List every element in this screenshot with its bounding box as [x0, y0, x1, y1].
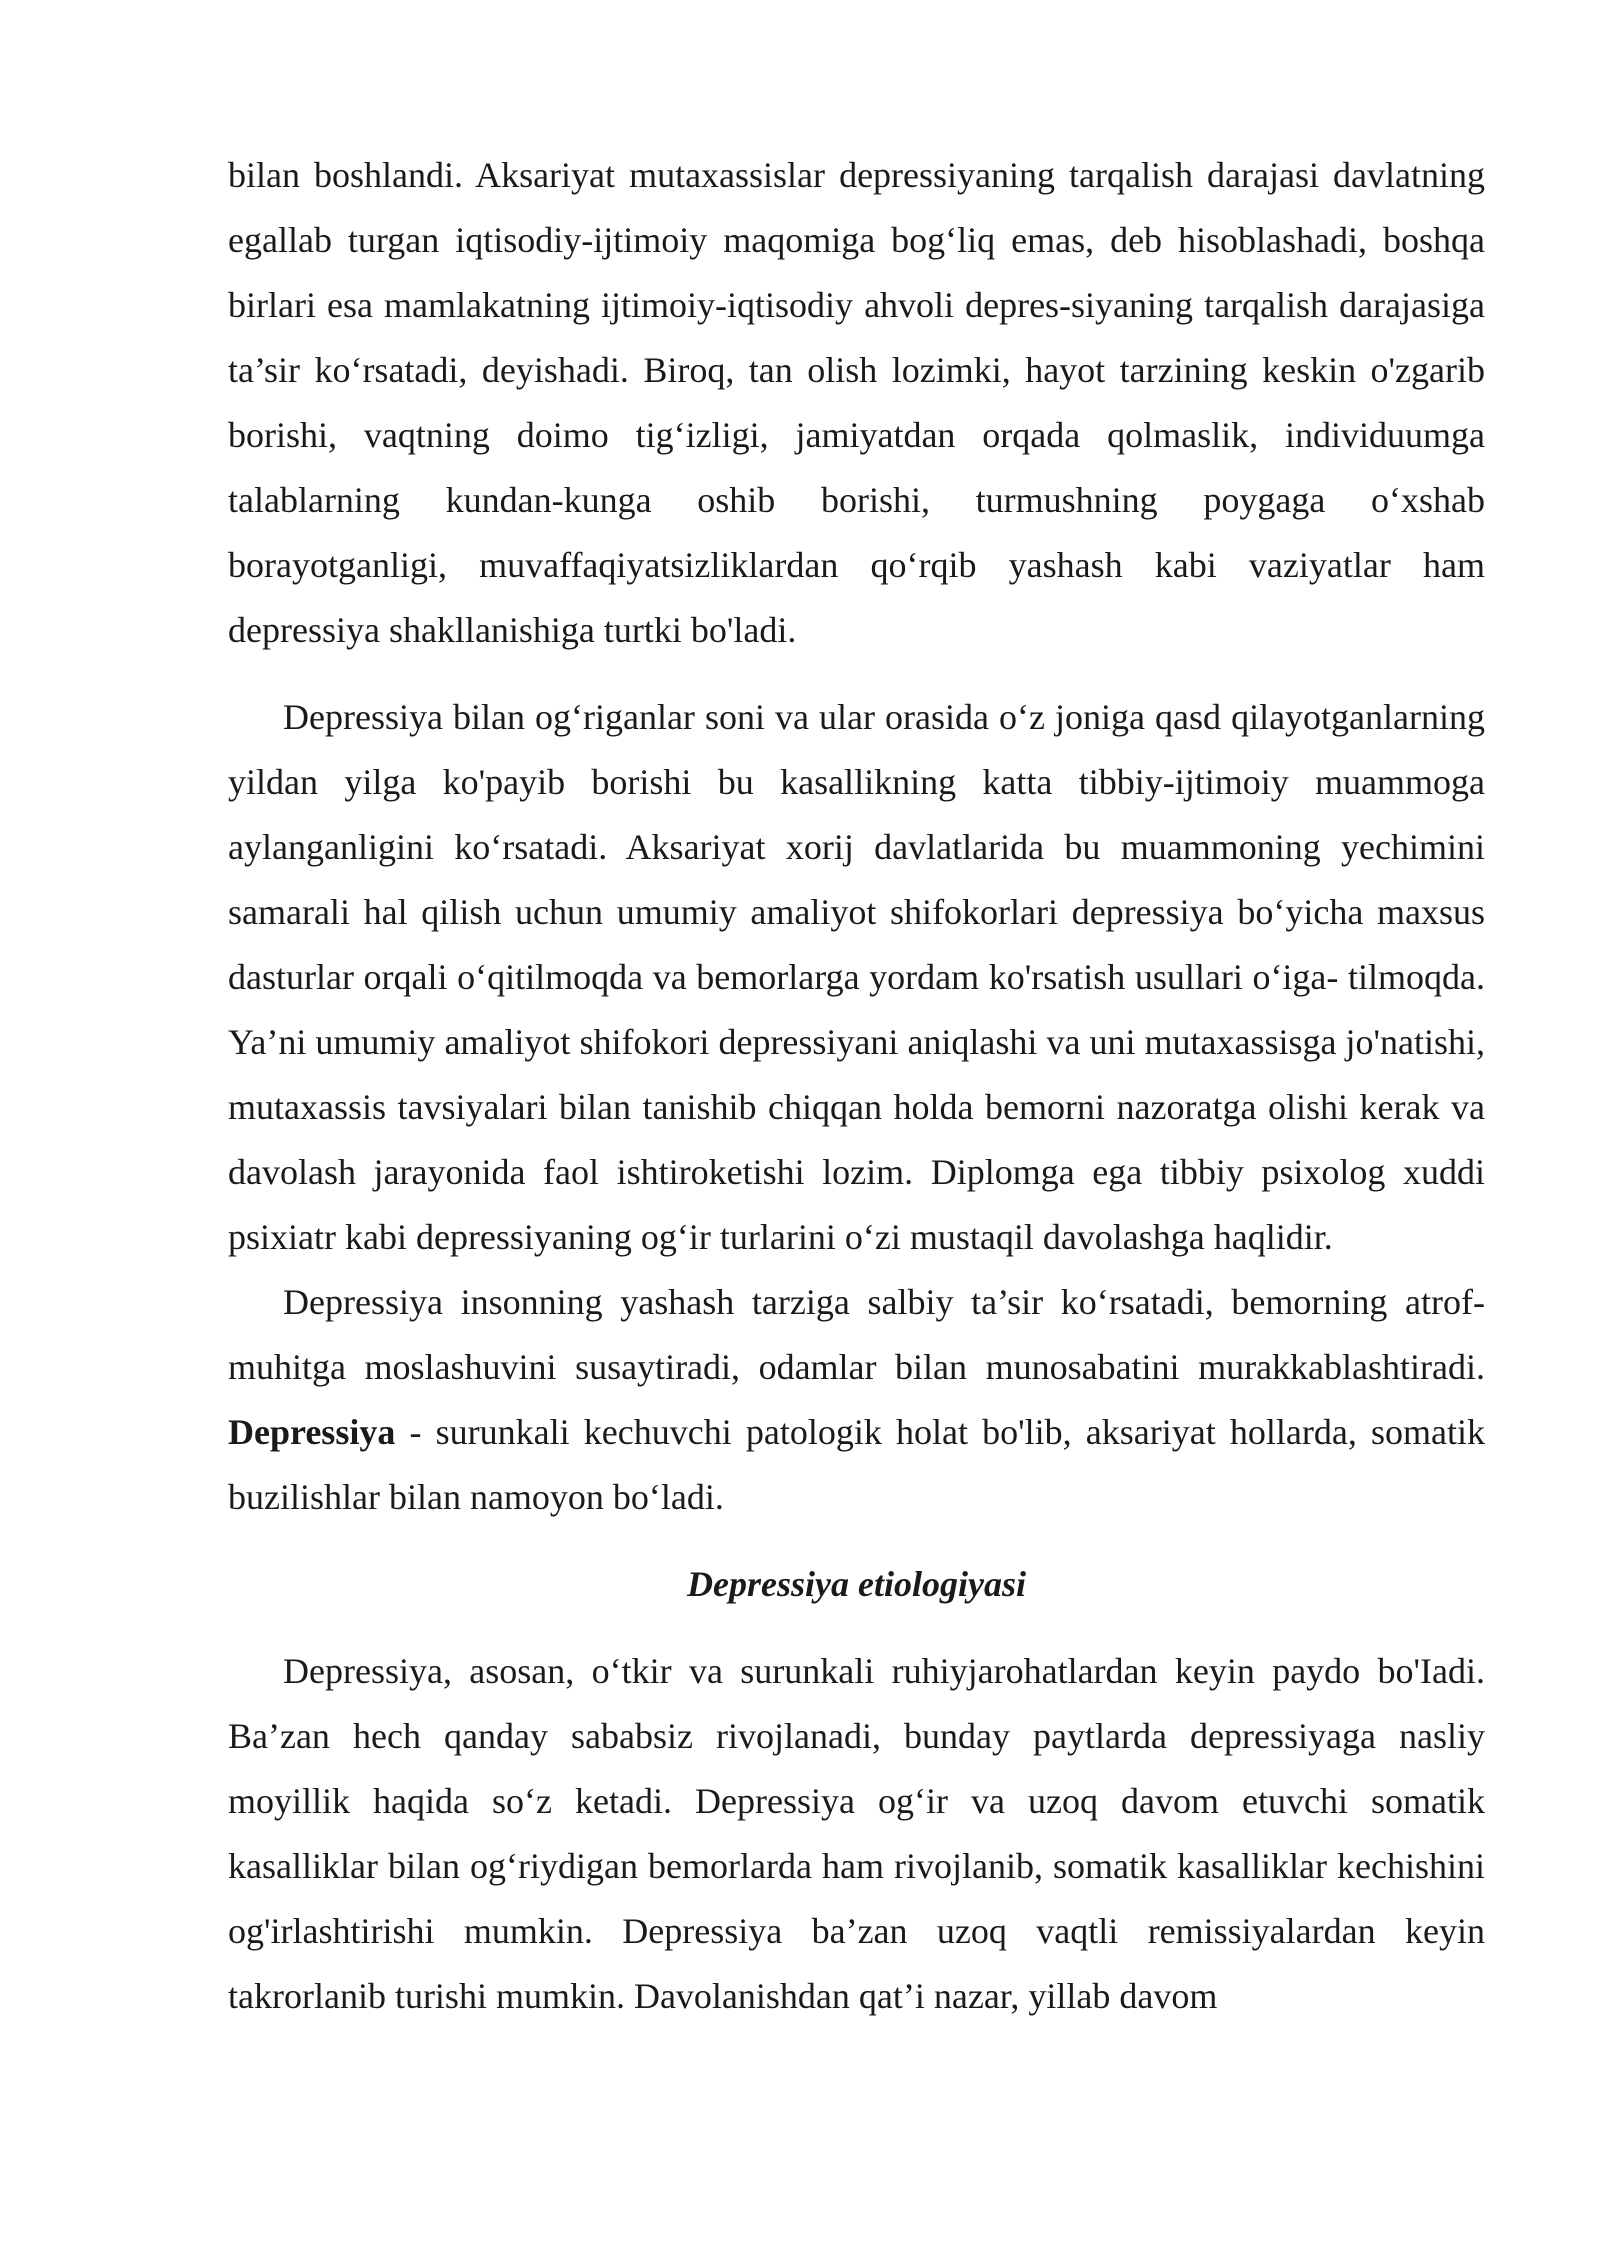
paragraph-definition-rest: - surunkali kechuvchi patologik holat bo'lib, aksariyat hollarda, somatik buzilishlar bilan namoyon bo‘ladi.	[228, 1412, 1485, 1517]
paragraph-definition-intro: Depressiya insonning yashash tarziga salbiy ta’sir ko‘rsatadi, bemorning atrof-muhitga moslashuvini susaytiradi, odamlar bilan munosabatini murakkablashtiradi.	[228, 1282, 1485, 1387]
paragraph-depression-definition	[228, 1270, 1485, 1530]
section-heading-etiology: Depressiya etiologiyasi	[687, 1564, 1026, 1604]
document-body	[228, 143, 1485, 2029]
defined-term-depressiya: Depressiya	[228, 1412, 396, 1452]
paragraph-depression-statistics: Depressiya bilan og‘riganlar soni va ular orasida o‘z joniga qasd qilayotganlarning yildan yilga ko'payib borishi bu kasallikning katta tibbiy-ijtimoiy muammoga aylanganligini ko‘rsatadi. Aksariyat xorij davlatlarida bu muammoning yechimini samarali hal qilish uchun umumiy amaliyot shifokorlari depressiya bo‘yicha maxsus dasturlar orqali o‘qitilmoqda va bemorlarga yordam ko'rsatish usullari o‘iga- tilmoqda. Ya’ni umumiy amaliyot shifokori depressiyani aniqlashi va uni mutaxassisga jo'natishi, mutaxassis tavsiyalari bilan tanishib chiqqan holda bemorni nazoratga olishi kerak va davolash jarayonida faol ishtiroketishi lozim. Diplomga ega tibbiy psixolog xuddi psixiatr kabi depressiyaning og‘ir turlarini o‘zi mustaqil davolashga haqlidir.	[228, 697, 1485, 1257]
paragraph-etiology: Depressiya, asosan, o‘tkir va surunkali ruhiyjarohatlardan keyin paydo bo'Iadi. Ba’zan hech qanday sababsiz rivojlanadi, bunday paytlarda depressiyaga nasliy moyillik haqida so‘z ketadi. Depressiya og‘ir va uzoq davom etuvchi somatik kasalliklar bilan og‘riydigan bemorlarda ham rivojlanib, somatik kasalliklar kechishini og'irlashtirishi mumkin. Depressiya ba’zan uzoq vaqtli remissiyalardan keyin takrorlanib turishi mumkin. Davolanishdan qat’i nazar, yillab davom	[228, 1651, 1485, 2016]
paragraph-continuation: bilan boshlandi. Aksariyat mutaxassislar depressiyaning tarqalish darajasi davlatning egallab turgan iqtisodiy-ijtimoiy maqomiga bog‘liq emas, deb hisoblashadi, boshqa birlari esa mamlakatning ijtimoiy-iqtisodiy ahvoli depres-siyaning tarqalish darajasiga ta’sir ko‘rsatadi, deyishadi. Biroq, tan olish lozimki, hayot tarzining keskin o'zgarib borishi, vaqtning doimo tig‘izligi, jamiyatdan orqada qolmaslik, individuumga talablarning kundan-kunga oshib borishi, turmushning poygaga o‘xshab borayotganligi, muvaffaqiyatsizliklardan qo‘rqib yashash kabi vaziyatlar ham depressiya shakllanishiga turtki bo'ladi.	[228, 155, 1485, 650]
